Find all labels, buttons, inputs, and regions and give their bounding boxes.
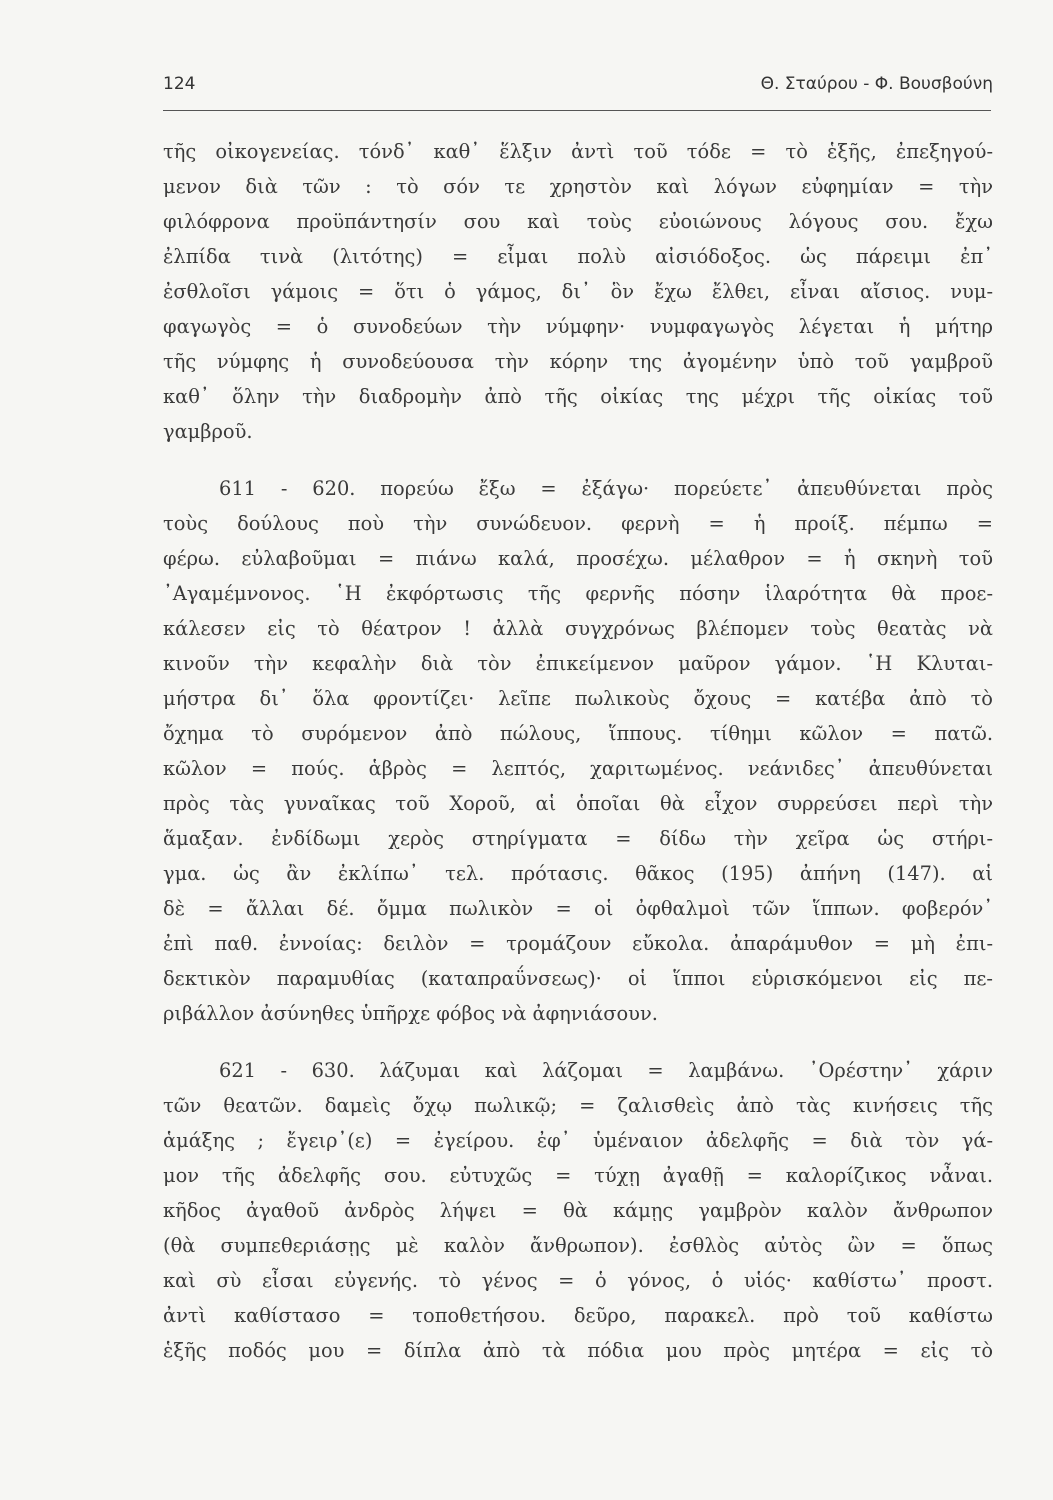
- text-line: τῶν θεατῶν. δαμεὶς ὄχῳ πωλικῷ; = ζαλισθεὶς ἀπὸ τὰς κινήσεις τῆς: [163, 1094, 993, 1117]
- text-line: φέρω. εὐλαβοῦμαι = πιάνω καλά, προσέχω. μέλαθρον = ἡ σκηνὴ τοῦ: [163, 547, 993, 570]
- commentary-paragraph: [163, 1053, 993, 1368]
- text-line: ἁμάξης ; ἔγειρ᾽(ε) = ἐγείρου. ἐφ᾽ ὑμέναιον ἀδελφῆς = διὰ τὸν γά-: [163, 1129, 993, 1152]
- text-line: καθ᾽ ὅλην τὴν διαδρομὴν ἀπὸ τῆς οἰκίας της μέχρι τῆς οἰκίας τοῦ: [163, 385, 993, 408]
- text-line: μον τῆς ἀδελφῆς σου. εὐτυχῶς = τύχῃ ἀγαθῇ = καλορίζικος νἆναι.: [163, 1164, 993, 1187]
- text-line: ἀντὶ καθίστασο = τοποθετήσου. δεῦρο, παρακελ. πρὸ τοῦ καθίστω: [163, 1304, 993, 1327]
- text-line: ἐλπίδα τινὰ (λιτότης) = εἶμαι πολὺ αἰσιόδοξος. ὡς πάρειμι ἐπ᾽: [163, 245, 993, 268]
- text-line: τῆς νύμφης ἡ συνοδεύουσα τὴν κόρην της ἀγομένην ὑπὸ τοῦ γαμβροῦ: [163, 350, 993, 373]
- text-line: τοὺς δούλους ποὺ τὴν συνώδευον. φερνὴ = ἡ προίξ. πέμπω =: [163, 512, 993, 535]
- text-line: κῆδος ἀγαθοῦ ἀνδρὸς λήψει = θὰ κάμῃς γαμβρὸν καλὸν ἄνθρωπον: [163, 1199, 993, 1222]
- text-line: (θὰ συμπεθεριάσῃς μὲ καλὸν ἄνθρωπον). ἐσθλὸς αὐτὸς ὢν = ὅπως: [163, 1234, 993, 1257]
- text-line: κινοῦν τὴν κεφαλὴν διὰ τὸν ἐπικείμενον μαῦρον γάμον. ῾Η Κλυται-: [163, 652, 993, 675]
- text-line: φαγωγὸς = ὁ συνοδεύων τὴν νύμφην· νυμφαγωγὸς λέγεται ἡ μήτηρ: [163, 315, 993, 338]
- text-line: μενον διὰ τῶν : τὸ σόν τε χρηστὸν καὶ λόγων εὐφημίαν = τὴν: [163, 175, 993, 198]
- page-body: [163, 134, 993, 1368]
- page-header: [163, 74, 993, 94]
- text-line: τῆς οἰκογενείας. τόνδ᾽ καθ᾽ ἕλξιν ἀντὶ τοῦ τόδε = τὸ ἑξῆς, ἐπεξηγού-: [163, 140, 993, 163]
- paragraph-gap: [163, 449, 993, 471]
- text-line: ἑξῆς ποδός μου = δίπλα ἀπὸ τὰ πόδια μου πρὸς μητέρα = εἰς τὸ: [163, 1339, 993, 1362]
- commentary-paragraph: [163, 134, 993, 449]
- text-line: 621 - 630. λάζυμαι καὶ λάζομαι = λαμβάνω. ᾽Ορέστην᾽ χάριν: [219, 1059, 993, 1082]
- text-line: φιλόφρονα προϋπάντησίν σου καὶ τοὺς εὐοιώνους λόγους σου. ἔχω: [163, 210, 993, 233]
- commentary-paragraph: [163, 471, 993, 1031]
- header-rule: [163, 110, 991, 111]
- text-line: γμα. ὡς ἂν ἐκλίπω᾽ τελ. πρότασις. θᾶκος (195) ἀπήνη (147). αἱ: [163, 862, 993, 885]
- text-line: ᾽Αγαμέμνονος. ῾Η ἐκφόρτωσις τῆς φερνῆς πόσην ἱλαρότητα θὰ προε-: [163, 582, 993, 605]
- text-line: κῶλον = πούς. ἁβρὸς = λεπτός, χαριτωμένος. νεάνιδες᾽ ἀπευθύνεται: [163, 757, 993, 780]
- running-title: Θ. Σταύρου - Φ. Βουσβούνη: [760, 74, 993, 94]
- text-line: 611 - 620. πορεύω ἔξω = ἐξάγω· πορεύετε᾽ ἀπευθύνεται πρὸς: [219, 477, 993, 500]
- paragraph-gap: [163, 1031, 993, 1053]
- text-line: ἐπὶ παθ. ἐννοίας: δειλὸν = τρομάζουν εὔκολα. ἀπαράμυθον = μὴ ἐπι-: [163, 932, 993, 955]
- text-line: δεκτικὸν παραμυθίας (καταπραΰνσεως)· οἱ ἵπποι εὑρισκόμενοι εἰς πε-: [163, 967, 993, 990]
- text-line: ἐσθλοῖσι γάμοις = ὅτι ὁ γάμος, δι᾽ ὃν ἔχω ἔλθει, εἶναι αἴσιος. νυμ-: [163, 280, 993, 303]
- text-line: γαμβροῦ.: [163, 420, 253, 443]
- text-line: ριβάλλον ἀσύνηθες ὑπῆρχε φόβος νὰ ἀφηνιάσουν.: [163, 1002, 658, 1025]
- page-number: 124: [163, 74, 196, 94]
- text-line: μήστρα δι᾽ ὅλα φροντίζει· λεῖπε πωλικοὺς ὄχους = κατέβα ἀπὸ τὸ: [163, 687, 993, 710]
- text-line: κάλεσεν εἰς τὸ θέατρον ! ἀλλὰ συγχρόνως βλέπομεν τοὺς θεατὰς νὰ: [163, 617, 993, 640]
- text-line: ὄχημα τὸ συρόμενον ἀπὸ πώλους, ἵππους. τίθημι κῶλον = πατῶ.: [163, 722, 993, 745]
- text-line: ἅμαξαν. ἐνδίδωμι χερὸς στηρίγματα = δίδω τὴν χεῖρα ὡς στήρι-: [163, 827, 993, 850]
- text-line: πρὸς τὰς γυναῖκας τοῦ Χοροῦ, αἱ ὁποῖαι θὰ εἶχον συρρεύσει περὶ τὴν: [163, 792, 993, 815]
- text-line: δὲ = ἄλλαι δέ. ὄμμα πωλικὸν = οἱ ὀφθαλμοὶ τῶν ἵππων. φοβερόν᾽: [163, 897, 993, 920]
- text-line: καὶ σὺ εἶσαι εὐγενής. τὸ γένος = ὁ γόνος, ὁ υἱός· καθίστω᾽ προστ.: [163, 1269, 993, 1292]
